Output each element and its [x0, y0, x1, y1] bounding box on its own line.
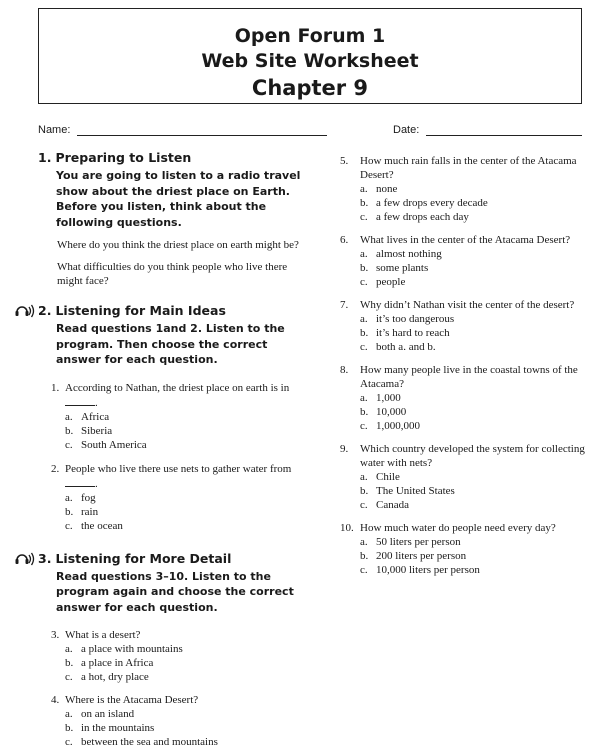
- option-c[interactable]: c. 10,000 liters per person: [360, 564, 480, 576]
- option-b[interactable]: b. The United States: [360, 485, 455, 497]
- question-7: 7. Why didn’t Nathan visit the center of the desert?: [340, 299, 575, 311]
- option-b[interactable]: b. some plants: [360, 262, 429, 274]
- option-c[interactable]: c. people: [360, 276, 406, 288]
- option-a[interactable]: a. none: [360, 183, 398, 195]
- question-4: 4. Where is the Atacama Desert?: [51, 694, 199, 706]
- left-column: [24, 150, 314, 749]
- section-2-instructions: Read questions 1and 2. Listen to the program. Then choose the correct answer for each question.: [56, 322, 285, 366]
- date-line[interactable]: [426, 124, 582, 136]
- option-c[interactable]: c. 1,000,000: [360, 420, 420, 432]
- headphones-icon: [14, 551, 36, 567]
- question-10: 10. How much water do people need every day?: [340, 522, 556, 534]
- option-c[interactable]: c. between the sea and mountains: [65, 736, 218, 748]
- title-line-2: Web Site Worksheet: [201, 50, 419, 72]
- date-label: Date:: [393, 124, 420, 136]
- option-a[interactable]: a. a place with mountains: [65, 643, 183, 655]
- option-a[interactable]: a. almost nothing: [360, 248, 442, 260]
- option-c[interactable]: c. both a. and b.: [360, 341, 436, 353]
- name-field[interactable]: [38, 124, 327, 136]
- option-b[interactable]: b. a few drops every decade: [360, 197, 488, 209]
- question-6: 6. What lives in the center of the Atacama Desert?: [340, 234, 571, 246]
- option-c[interactable]: c. South America: [65, 438, 147, 451]
- option-c[interactable]: c. a hot, dry place: [65, 671, 149, 683]
- option-a[interactable]: a. Chile: [360, 471, 400, 483]
- section-2-title: 2. Listening for Main Ideas: [24, 303, 314, 319]
- section-1-instructions: You are going to listen to a radio travel show about the driest place on Earth. Before you listen, think about the following questions.: [56, 169, 301, 229]
- option-b[interactable]: b. 200 liters per person: [360, 550, 467, 562]
- section-1-title: 1. Preparing to Listen: [38, 150, 192, 165]
- option-a[interactable]: a. fog: [65, 491, 96, 504]
- name-label: Name:: [38, 124, 71, 136]
- option-a[interactable]: a. Africa: [65, 410, 110, 423]
- option-c[interactable]: c. Canada: [360, 499, 409, 511]
- answer-blank[interactable]: [65, 476, 95, 487]
- title-line-1: Open Forum 1: [234, 25, 386, 47]
- answer-blank[interactable]: [65, 395, 95, 406]
- worksheet-title-box: [38, 8, 582, 104]
- option-c[interactable]: c. a few drops each day: [360, 211, 469, 223]
- option-a[interactable]: a. it’s too dangerous: [360, 313, 455, 325]
- question-9: 9. Which country developed the system for collecting water with nets?: [340, 443, 585, 469]
- headphones-icon: [14, 303, 36, 319]
- prompt-2: What difficulties do you think people who live there might face?: [57, 261, 288, 287]
- question-2: 2. People who live there use nets to gather water from .: [51, 462, 292, 490]
- name-line[interactable]: [77, 124, 327, 136]
- question-1: 1. According to Nathan, the driest place on earth is in .: [51, 381, 290, 409]
- section-3-instructions: Read questions 3–10. Listen to the program again and choose the correct answer for each question.: [56, 569, 294, 614]
- option-b[interactable]: b. rain: [65, 505, 99, 518]
- option-a[interactable]: a. 1,000: [360, 392, 401, 404]
- option-b[interactable]: b. it’s hard to reach: [360, 327, 450, 339]
- prompt-1: Where do you think the driest place on earth might be?: [57, 239, 299, 251]
- option-b[interactable]: b. in the mountains: [65, 722, 155, 734]
- question-3: 3. What is a desert?: [51, 629, 141, 641]
- option-b[interactable]: b. Siberia: [65, 424, 113, 437]
- question-8: 8. How many people live in the coastal towns of the Atacama?: [340, 364, 578, 390]
- chapter-title: Chapter 9: [251, 76, 369, 100]
- date-field[interactable]: [393, 124, 582, 136]
- option-c[interactable]: c. the ocean: [65, 519, 123, 532]
- right-column: [340, 154, 600, 577]
- question-5: 5. How much rain falls in the center of the Atacama Desert?: [340, 155, 577, 181]
- option-b[interactable]: b. a place in Africa: [65, 657, 154, 669]
- option-a[interactable]: a. 50 liters per person: [360, 536, 461, 548]
- option-b[interactable]: b. 10,000: [360, 406, 407, 418]
- option-a[interactable]: a. on an island: [65, 708, 135, 720]
- section-3-title: 3. Listening for More Detail: [24, 551, 314, 567]
